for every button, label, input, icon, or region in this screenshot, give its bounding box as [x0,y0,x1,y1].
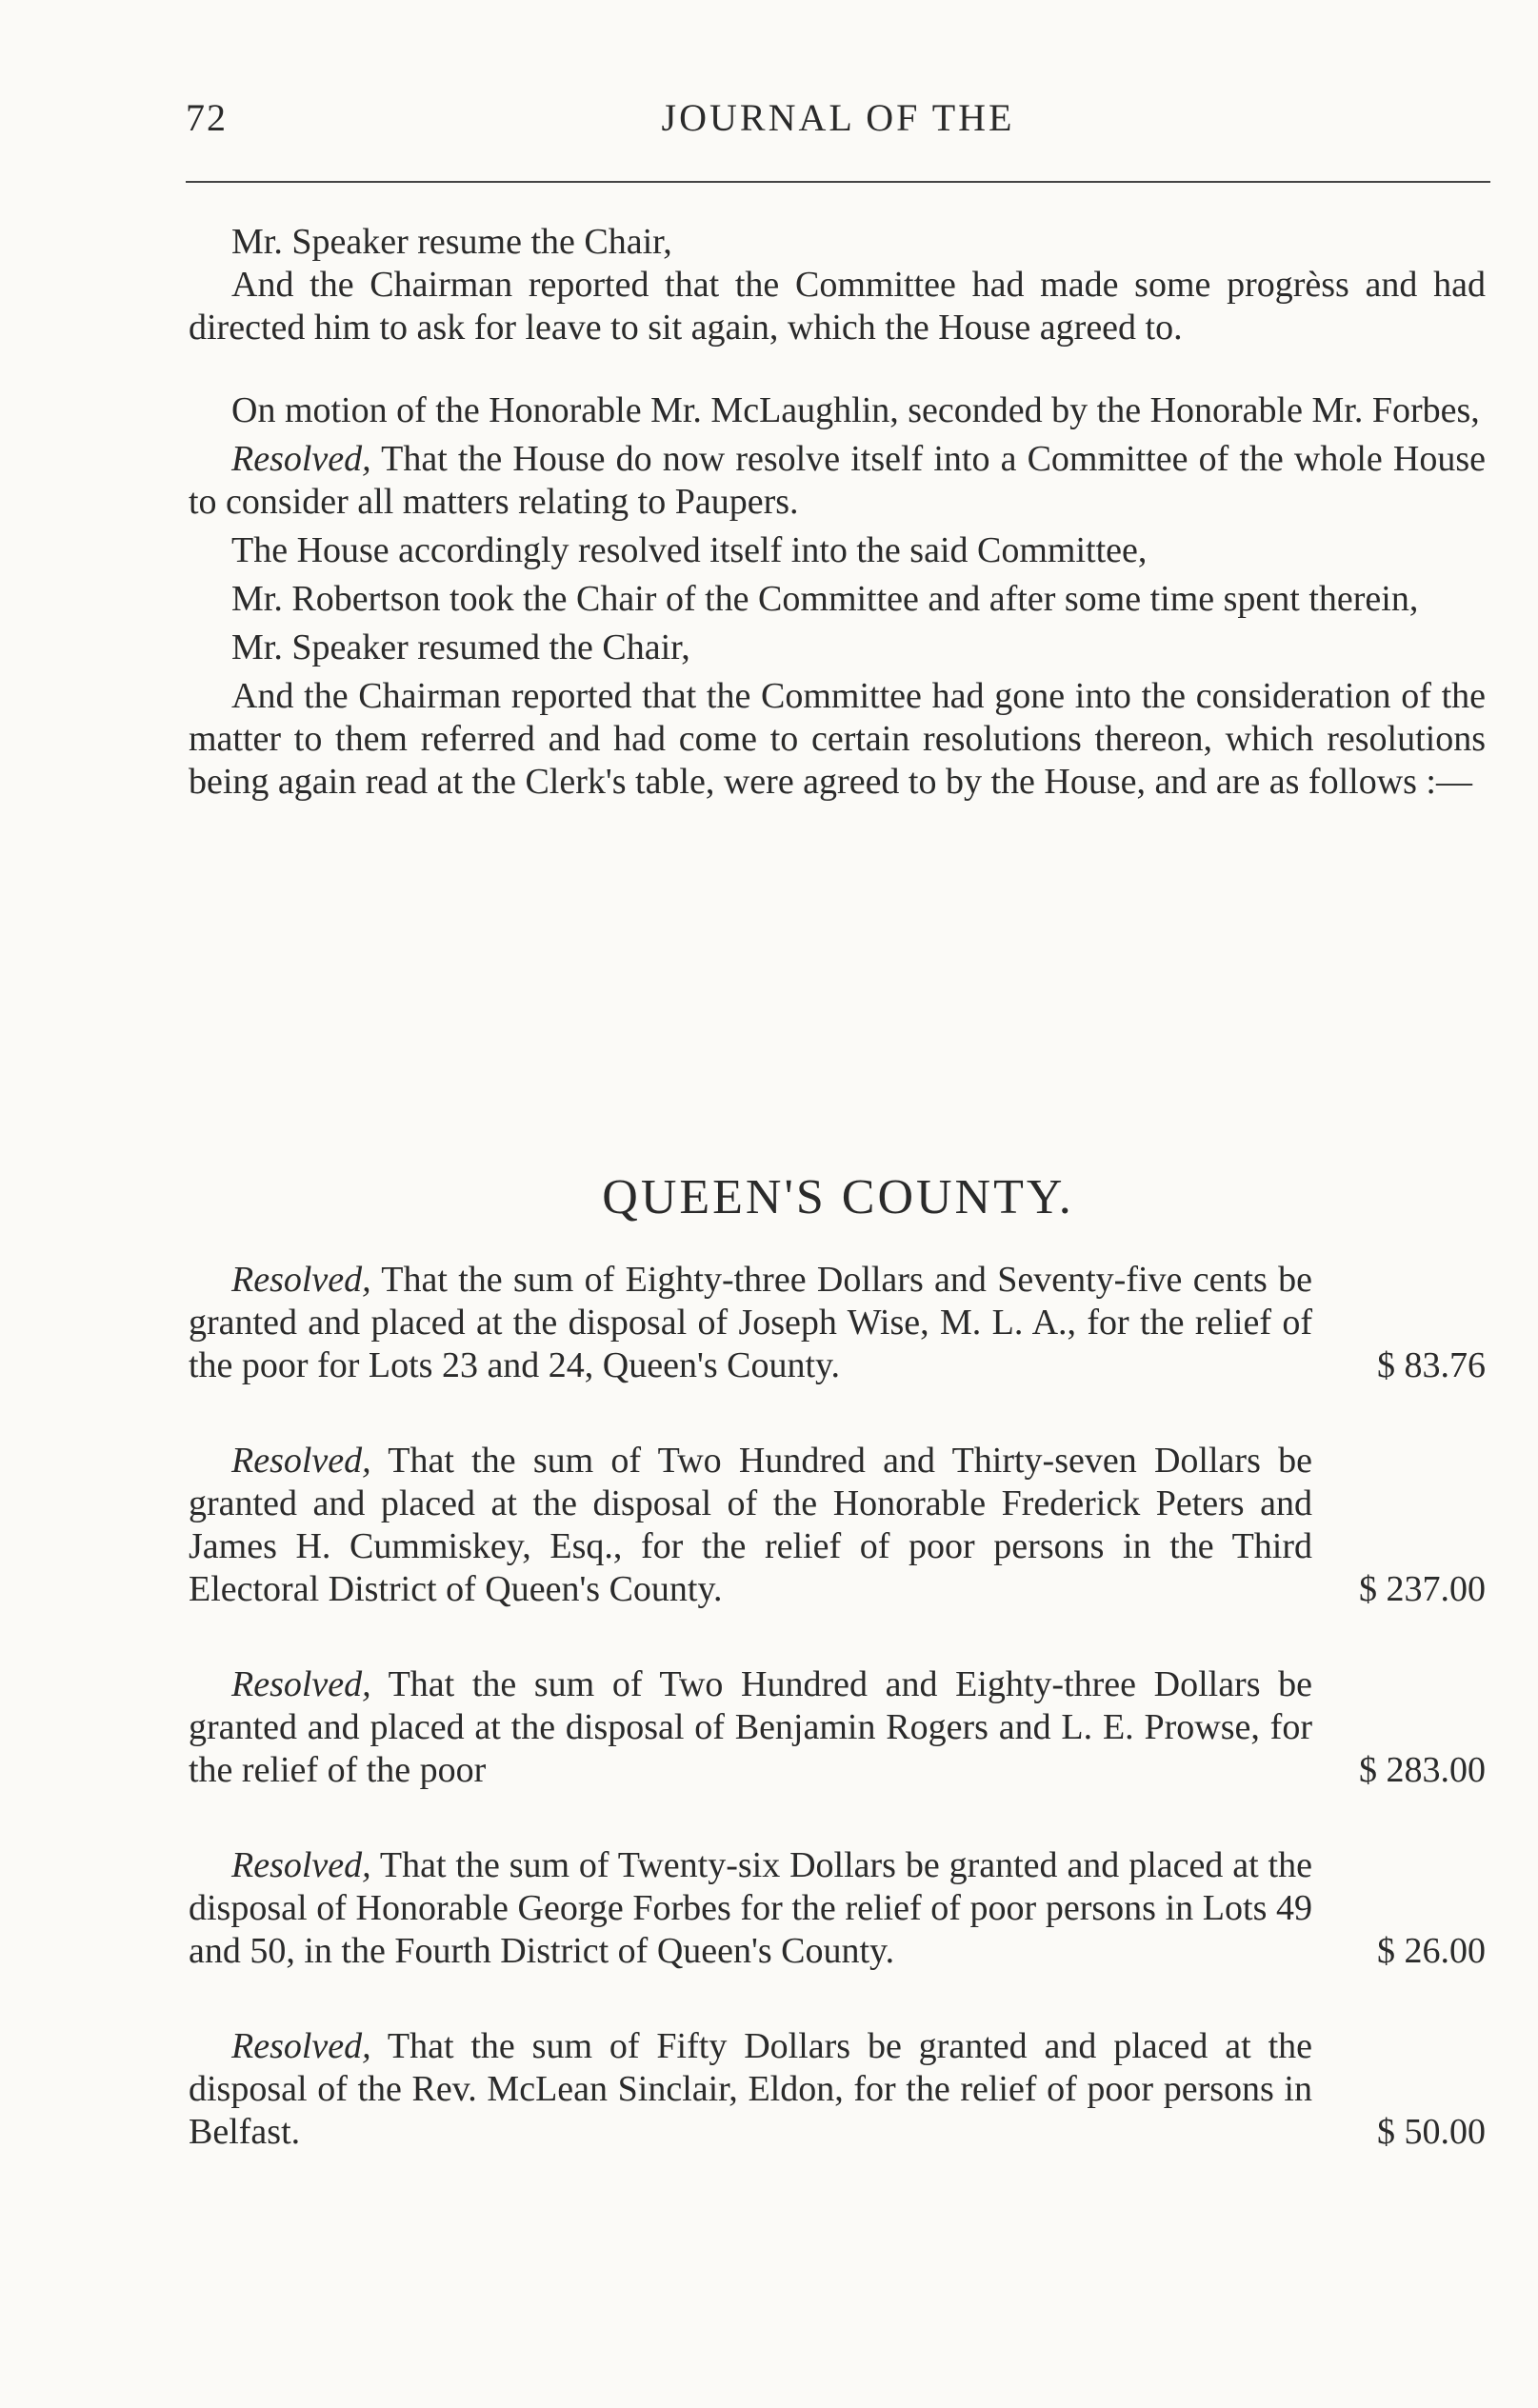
resolved-label: Resolved, [231,2026,371,2066]
paragraph-resolved-committee [189,438,1486,524]
grant-text [189,2025,1312,2154]
grant-text [189,1259,1312,1387]
grant-text [189,1844,1312,1973]
grant-text [189,1663,1312,1792]
resolved-label: Resolved, [231,1664,371,1704]
grant-amount: $ 26.00 [1377,1931,1486,1971]
grant-text [189,1440,1312,1611]
paragraph-motion: On motion of the Honorable Mr. McLaughlin, seconded by the Honorable Mr. Forbes, [231,390,1480,430]
paragraph-speaker-resume: Mr. Speaker resume the Chair, [231,222,672,262]
journal-title: JOURNAL OF THE [661,96,1015,139]
resolved-label: Resolved, [231,1260,371,1300]
paragraph-house-resolved: The House accordingly resolved itself into the said Committee, [231,530,1148,570]
header-rule [186,181,1490,183]
grant-entry [189,1440,1486,1611]
paragraph-chairman-progress: And the Chairman reported that the Committee had made some progrèss and had directed him to ask for leave to sit again, which the House agreed to. [189,265,1486,348]
grant-description: That the sum of Two Hundred and Eighty-three Dollars be granted and placed at the disposal of Benjamin Rogers and L. E. Prowse, for the relief of the poor [189,1664,1312,1790]
resolved-committee-text: That the House do now resolve itself into a Committee of the whole House to consider all matters relating to Paupers. [189,439,1486,522]
section-heading: QUEEN'S COUNTY. [602,1170,1074,1224]
grant-entry [189,1663,1486,1792]
grant-description: That the sum of Two Hundred and Thirty-seven Dollars be granted and placed at the disposal of the Honorable Frederick Peters and James H. Cummiskey, Esq., for the relief of poor persons in the Third Electoral District of Queen's County. [189,1441,1312,1609]
grant-amount: $ 237.00 [1359,1569,1486,1609]
grant-entry [189,1844,1486,1973]
grant-description: That the sum of Twenty-six Dollars be granted and placed at the disposal of Honorable George Forbes for the relief of poor persons in Lots 49 and 50, in the Fourth District of Queen's County. [189,1845,1312,1971]
paragraph-speaker-resumed: Mr. Speaker resumed the Chair, [231,627,690,667]
grant-amount: $ 50.00 [1377,2112,1486,2152]
resolved-label: Resolved, [231,1441,371,1481]
paragraph-chairman-report: And the Chairman reported that the Committee had gone into the consideration of the matter to them referred and had come to certain resolutions thereon, which resolutions being again read at the Clerk's table, were agreed to by the House, and are as follows :— [189,676,1486,802]
proceedings-text [189,221,1486,804]
resolved-label: Resolved, [231,439,371,479]
page-number: 72 [186,96,228,139]
paragraph-robertson-chair: Mr. Robertson took the Chair of the Committee and after some time spent therein, [231,579,1419,619]
grant-description: That the sum of Fifty Dollars be granted and placed at the disposal of the Rev. McLean Sinclair, Eldon, for the relief of poor persons in Belfast. [189,2026,1312,2152]
grant-description: That the sum of Eighty-three Dollars and Seventy-five cents be granted and placed at the disposal of Joseph Wise, M. L. A., for the relief of the poor for Lots 23 and 24, Queen's County. [189,1260,1312,1385]
grant-amount: $ 283.00 [1359,1750,1486,1790]
running-head [186,95,1490,152]
grant-amount: $ 83.76 [1377,1345,1486,1385]
resolved-label: Resolved, [231,1845,371,1885]
grant-entry [189,2025,1486,2154]
grant-entry [189,1259,1486,1387]
grant-list [189,1259,1486,2206]
